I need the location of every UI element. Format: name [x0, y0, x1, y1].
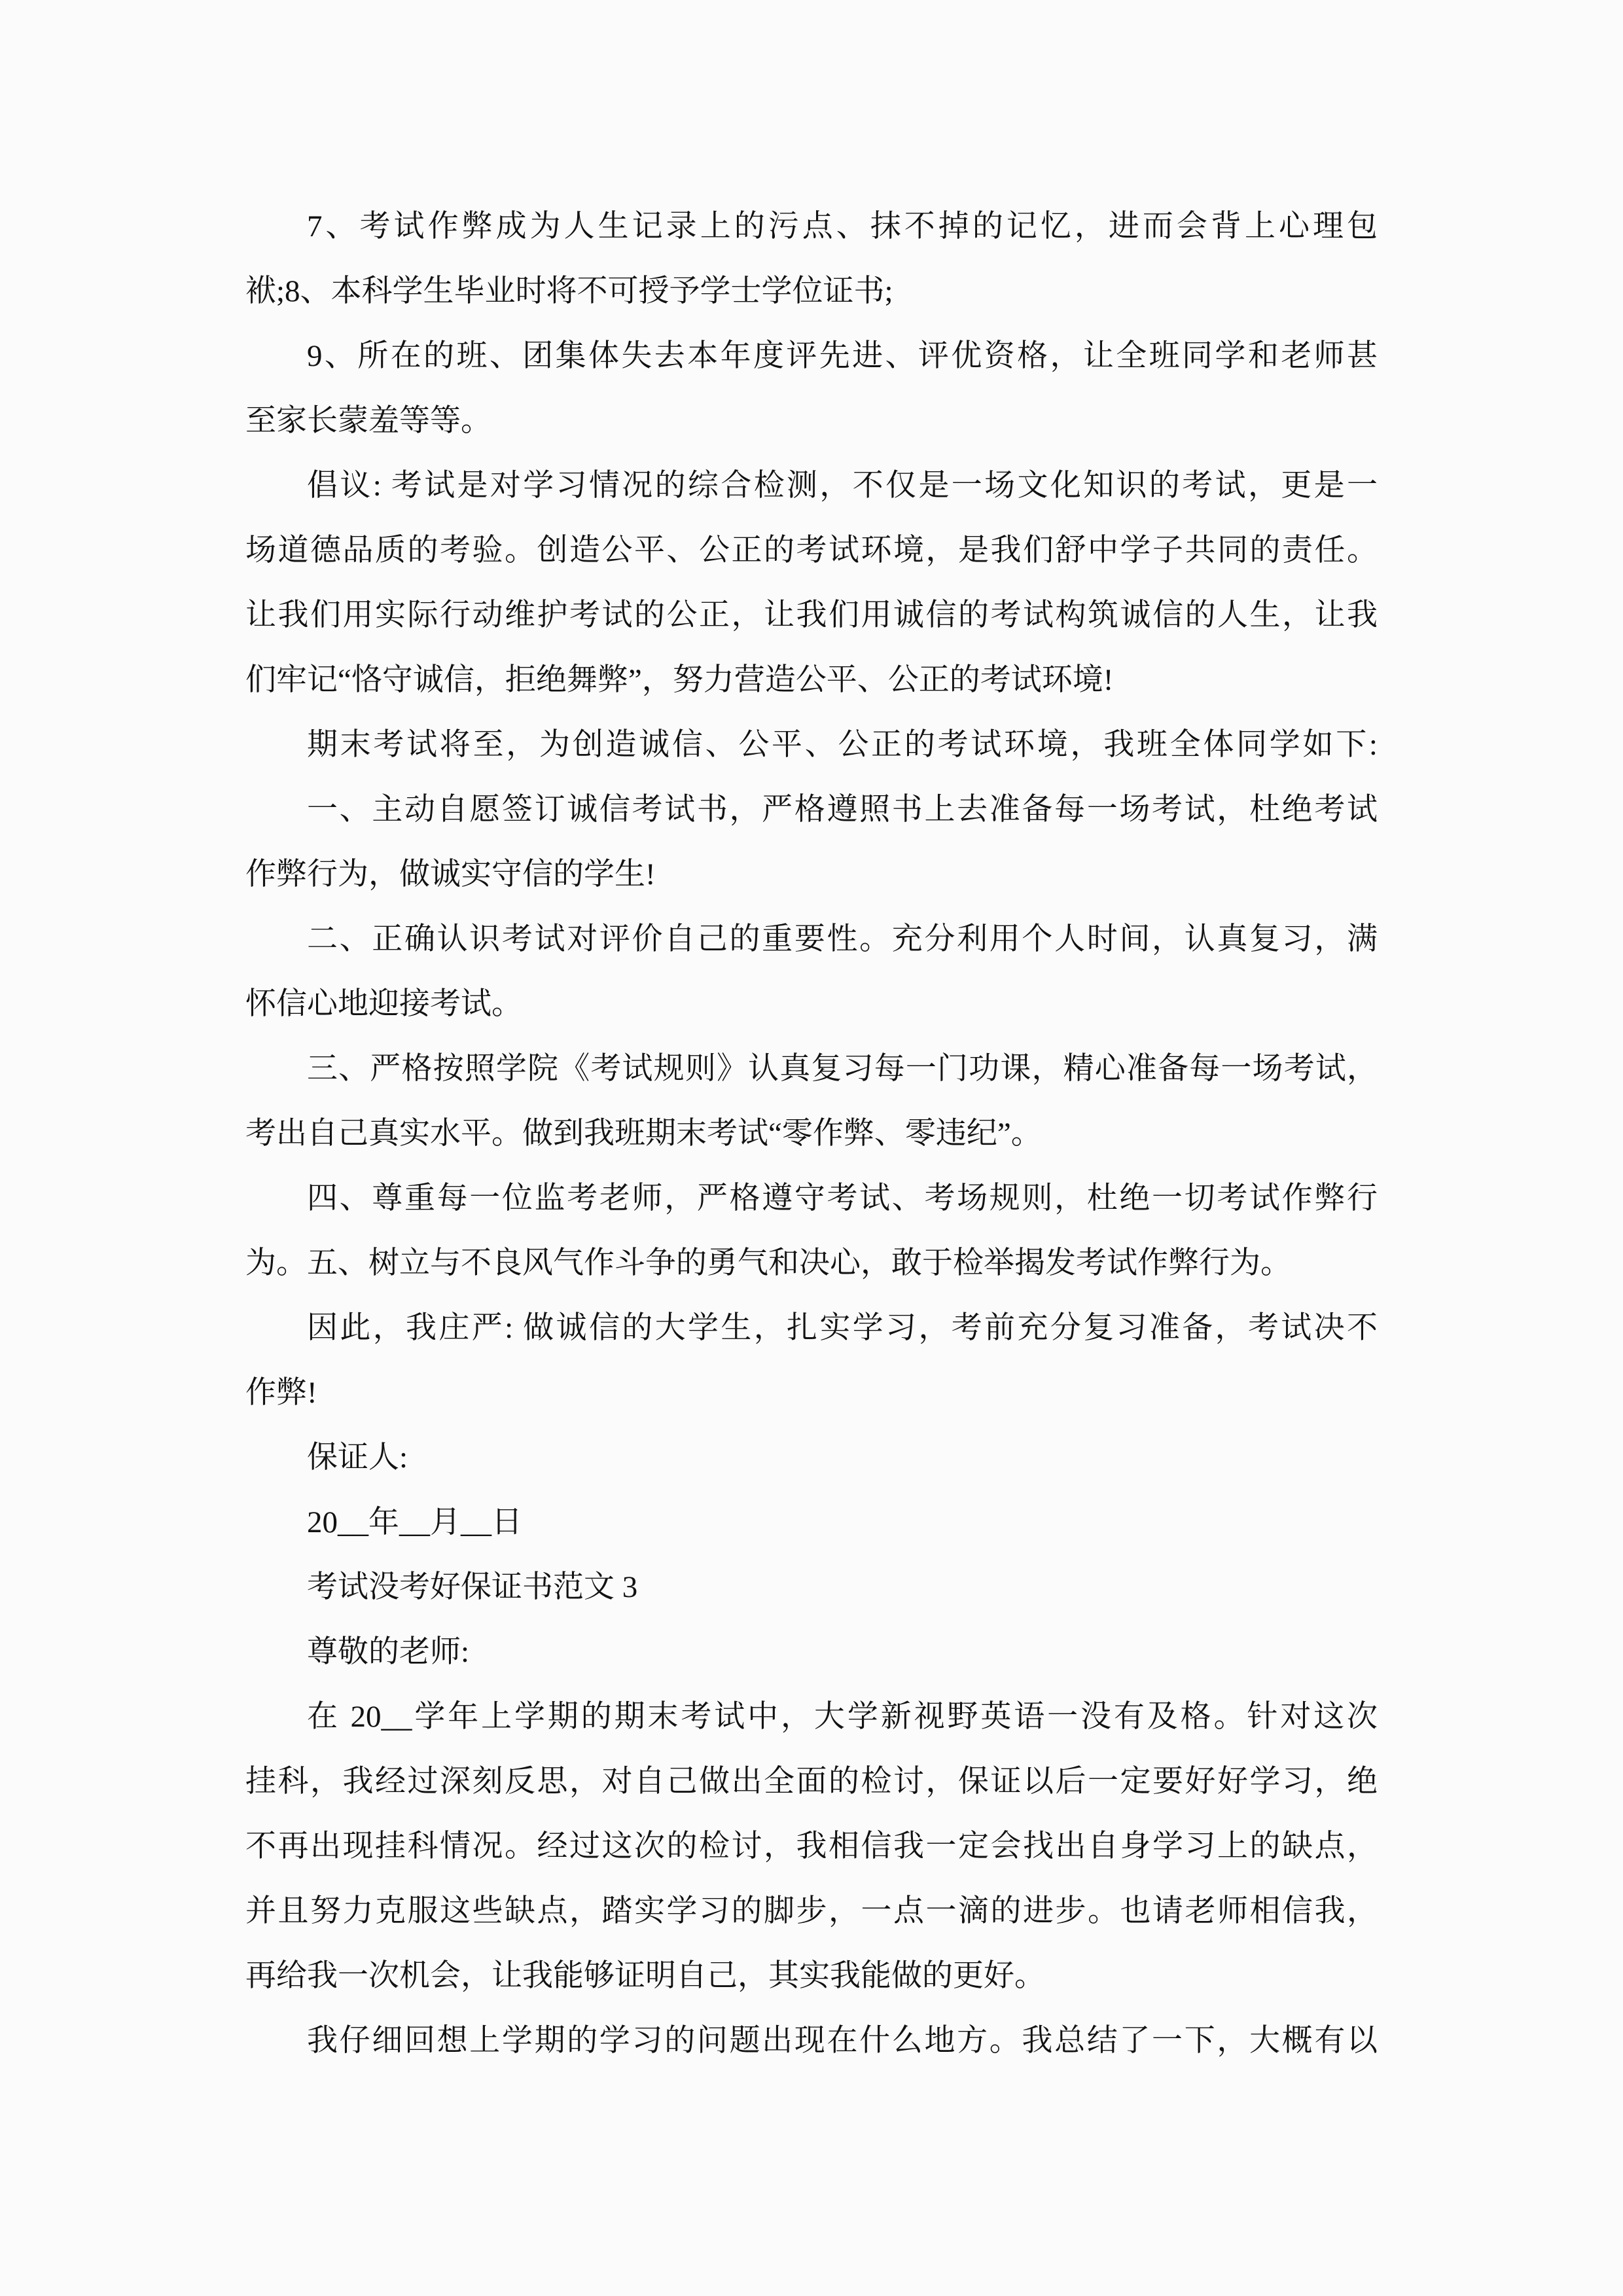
paragraph — [245, 907, 1378, 1037]
paragraph — [245, 1685, 1378, 2009]
paragraph — [245, 1296, 1378, 1426]
text-line: 为。五、树立与不良风气作斗争的勇气和决心，敢于检举揭发考试作弊行为。 — [245, 1246, 1291, 1280]
text-line: 在 20__学年上学期的期末考试中，大学新视野英语一没有及格。针对这次 — [307, 1700, 1378, 1734]
text-line: 袱;8、本科学生毕业时将不可授予学士学位证书; — [245, 274, 893, 308]
text-line: 作弊! — [245, 1376, 317, 1410]
text-line: 我仔细回想上学期的学习的问题出现在什么地方。我总结了一下，大概有以 — [307, 2024, 1378, 2058]
text-line: 们牢记“恪守诚信，拒绝舞弊”，努力营造公平、公正的考试环境! — [245, 663, 1114, 697]
paragraph — [245, 1166, 1378, 1296]
text-line: 并且努力克服这些缺点，踏实学习的脚步，一点一滴的进步。也请老师相信我， — [245, 1894, 1378, 1928]
paragraph — [245, 194, 1378, 324]
text-line: 尊敬的老师: — [307, 1635, 470, 1669]
text-line: 20__年__月__日 — [307, 1505, 522, 1539]
text-line: 场道德品质的考验。创造公平、公正的考试环境，是我们舒中学子共同的责任。 — [245, 533, 1378, 567]
text-line: 倡议: 考试是对学习情况的综合检测，不仅是一场文化知识的考试，更是一 — [307, 469, 1378, 503]
paragraph — [245, 2009, 1378, 2073]
text-line: 因此，我庄严: 做诚信的大学生，扎实学习，考前充分复习准备，考试决不 — [307, 1311, 1378, 1345]
text-line: 保证人: — [307, 1441, 408, 1475]
text-line: 不再出现挂科情况。经过这次的检讨，我相信我一定会找出自身学习上的缺点， — [245, 1829, 1378, 1863]
paragraph — [245, 324, 1378, 454]
paragraph — [245, 1620, 1378, 1685]
text-line: 一、主动自愿签订诚信考试书，严格遵照书上去准备每一场考试，杜绝考试 — [307, 793, 1378, 827]
text-line: 让我们用实际行动维护考试的公正，让我们用诚信的考试构筑诚信的人生，让我 — [245, 598, 1378, 632]
text-line: 9、所在的班、团集体失去本年度评先进、评优资格，让全班同学和老师甚 — [307, 339, 1378, 373]
text-line: 考试没考好保证书范文 3 — [307, 1570, 638, 1604]
paragraph — [245, 778, 1378, 907]
text-line: 挂科，我经过深刻反思，对自己做出全面的检讨，保证以后一定要好好学习，绝 — [245, 1765, 1378, 1799]
text-line: 四、尊重每一位监考老师，严格遵守考试、考场规则，杜绝一切考试作弊行 — [307, 1181, 1378, 1215]
text-line: 至家长蒙羞等等。 — [245, 404, 491, 438]
paragraph — [245, 1037, 1378, 1166]
text-line: 怀信心地迎接考试。 — [245, 987, 522, 1021]
text-line: 三、严格按照学院《考试规则》认真复习每一门功课，精心准备每一场考试， — [307, 1052, 1378, 1086]
text-line: 期末考试将至，为创造诚信、公平、公正的考试环境，我班全体同学如下: — [307, 728, 1378, 762]
paragraph — [245, 1490, 1378, 1555]
document-body — [245, 194, 1378, 2073]
text-line: 7、考试作弊成为人生记录上的污点、抹不掉的记忆，进而会背上心理包 — [307, 209, 1378, 243]
text-line: 二、正确认识考试对评价自己的重要性。充分利用个人时间，认真复习，满 — [307, 922, 1378, 956]
paragraph — [245, 1555, 1378, 1620]
text-line: 考出自己真实水平。做到我班期末考试“零作弊、零违纪”。 — [245, 1117, 1042, 1151]
paragraph — [245, 1426, 1378, 1490]
text-line: 作弊行为，做诚实守信的学生! — [245, 857, 656, 891]
paragraph — [245, 454, 1378, 713]
text-line: 再给我一次机会，让我能够证明自己，其实我能做的更好。 — [245, 1959, 1045, 1993]
paragraph — [245, 713, 1378, 778]
